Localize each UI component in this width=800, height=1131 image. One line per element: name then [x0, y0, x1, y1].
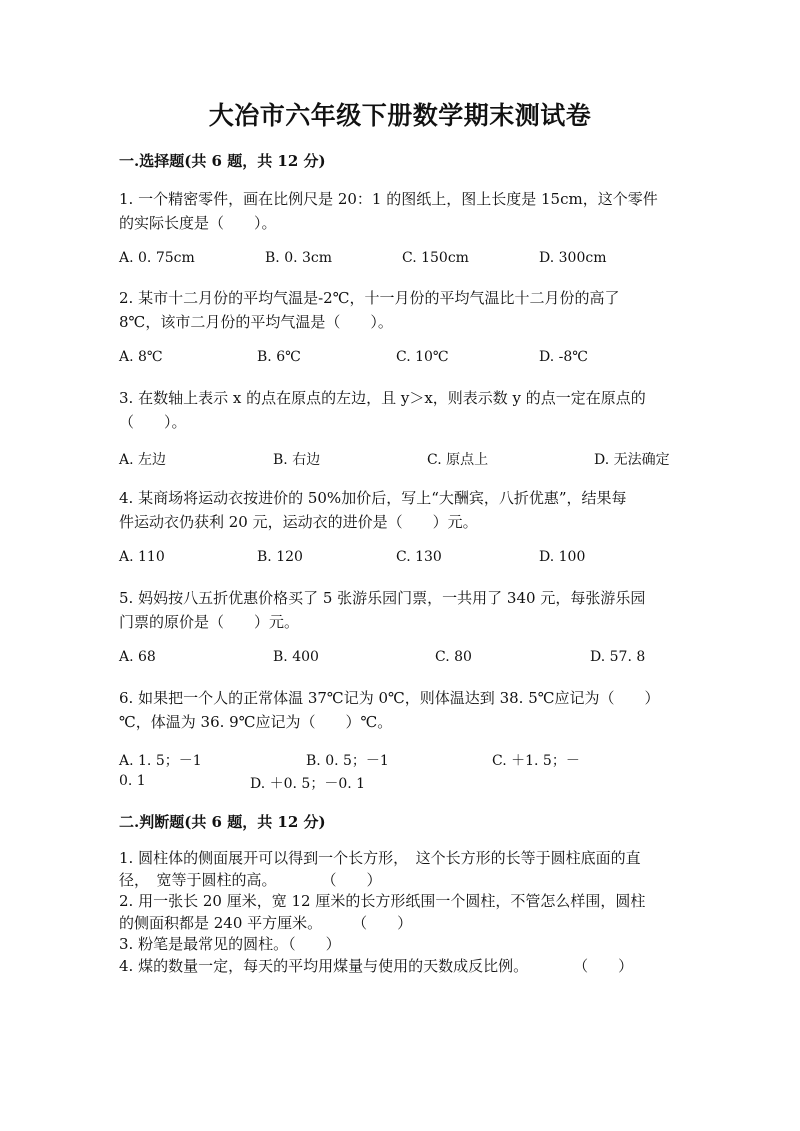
- q4-option-a: A. 110: [119, 549, 165, 565]
- tf-item-1-line2: 径， 宽等于圆柱的高。 （ ）: [119, 871, 382, 889]
- question-6-line2: ℃，体温为 36. 9℃应记为（ ）℃。: [119, 713, 393, 731]
- question-1-line2: 的实际长度是（ ）。: [119, 214, 277, 232]
- q6-option-b: B. 0. 5；－1: [306, 753, 389, 769]
- q3-option-a: A. 左边: [119, 452, 167, 468]
- question-1: [119, 187, 679, 235]
- question-2: [119, 286, 679, 334]
- q2-option-b: B. 6℃: [257, 349, 301, 365]
- q2-option-a: A. 8℃: [119, 349, 163, 365]
- section-header-multiple-choice: 一.选择题(共 6 题，共 12 分): [119, 152, 326, 170]
- question-1-line1: 1. 一个精密零件，画在比例尺是 20：1 的图纸上，图上长度是 15cm，这个零件: [119, 190, 658, 208]
- q2-option-d: D. -8℃: [539, 349, 588, 365]
- question-2-line1: 2. 某市十二月份的平均气温是-2℃，十一月份的平均气温比十二月份的高了: [119, 289, 620, 307]
- tf-item-2-line1: 2. 用一张长 20 厘米，宽 12 厘米的长方形纸围一个圆柱，不管怎么样围，圆柱: [119, 892, 646, 910]
- question-6: [119, 686, 679, 734]
- page-title: 大冶市六年级下册数学期末测试卷: [208, 101, 592, 130]
- q3-option-b: B. 右边: [273, 452, 321, 468]
- q4-option-b: B. 120: [257, 549, 303, 565]
- q1-option-b: B. 0. 3cm: [265, 250, 333, 266]
- q5-option-d: D. 57. 8: [590, 649, 646, 665]
- tf-item-2-line2: 的侧面积都是 240 平方厘米。 （ ）: [119, 914, 413, 932]
- question-5: [119, 586, 679, 634]
- q6-option-a: A. 1. 5；－1: [119, 753, 202, 769]
- q1-option-a: A. 0. 75cm: [119, 250, 195, 266]
- q6-option-c: C. ＋1. 5；－: [492, 753, 580, 769]
- q3-option-c: C. 原点上: [427, 452, 489, 468]
- q6-option-d: D. ＋0. 5；－0. 1: [250, 776, 366, 792]
- q1-option-d: D. 300cm: [539, 250, 607, 266]
- tf-item-3-line1: 3. 粉笔是最常见的圆柱。（ ）: [119, 935, 341, 953]
- q4-option-c: C. 130: [396, 549, 442, 565]
- q4-option-d: D. 100: [539, 549, 586, 565]
- tf-item-2: [119, 890, 679, 934]
- question-3: [119, 386, 679, 434]
- q2-option-c: C. 10℃: [396, 349, 449, 365]
- q5-option-b: B. 400: [273, 649, 319, 665]
- q1-option-c: C. 150cm: [402, 250, 469, 266]
- q3-option-d: D. 无法确定: [594, 452, 670, 468]
- question-4: [119, 486, 679, 534]
- question-4-line2: 件运动衣仍获利 20 元，运动衣的进价是（ ）元。: [119, 513, 478, 531]
- q6-option-c-continued: 0. 1: [119, 773, 146, 789]
- question-6-line1: 6. 如果把一个人的正常体温 37℃记为 0℃，则体温达到 38. 5℃应记为（ ）: [119, 689, 660, 707]
- tf-item-1-line1: 1. 圆柱体的侧面展开可以得到一个长方形， 这个长方形的长等于圆柱底面的直: [119, 849, 641, 867]
- question-3-line1: 3. 在数轴上表示 x 的点在原点的左边，且 y＞x，则表示数 y 的点一定在原点的: [119, 389, 646, 407]
- question-3-line2: （ ）。: [119, 413, 187, 431]
- tf-item-4-line1: 4. 煤的数量一定，每天的平均用煤量与使用的天数成反比例。 （ ）: [119, 957, 634, 975]
- tf-item-1: [119, 847, 679, 891]
- question-4-line1: 4. 某商场将运动衣按进价的 50%加价后，写上“大酬宾，八折优惠”，结果每: [119, 489, 627, 507]
- section-header-true-false: 二.判断题(共 6 题，共 12 分): [119, 813, 326, 831]
- tf-item-3: [119, 933, 679, 955]
- question-5-line2: 门票的原价是（ ）元。: [119, 613, 300, 631]
- q5-option-c: C. 80: [435, 649, 472, 665]
- question-2-line2: 8℃，该市二月份的平均气温是（ ）。: [119, 313, 393, 331]
- question-5-line1: 5. 妈妈按八五折优惠价格买了 5 张游乐园门票，一共用了 340 元，每张游乐园: [119, 589, 646, 607]
- q5-option-a: A. 68: [119, 649, 156, 665]
- tf-item-4: [119, 955, 679, 977]
